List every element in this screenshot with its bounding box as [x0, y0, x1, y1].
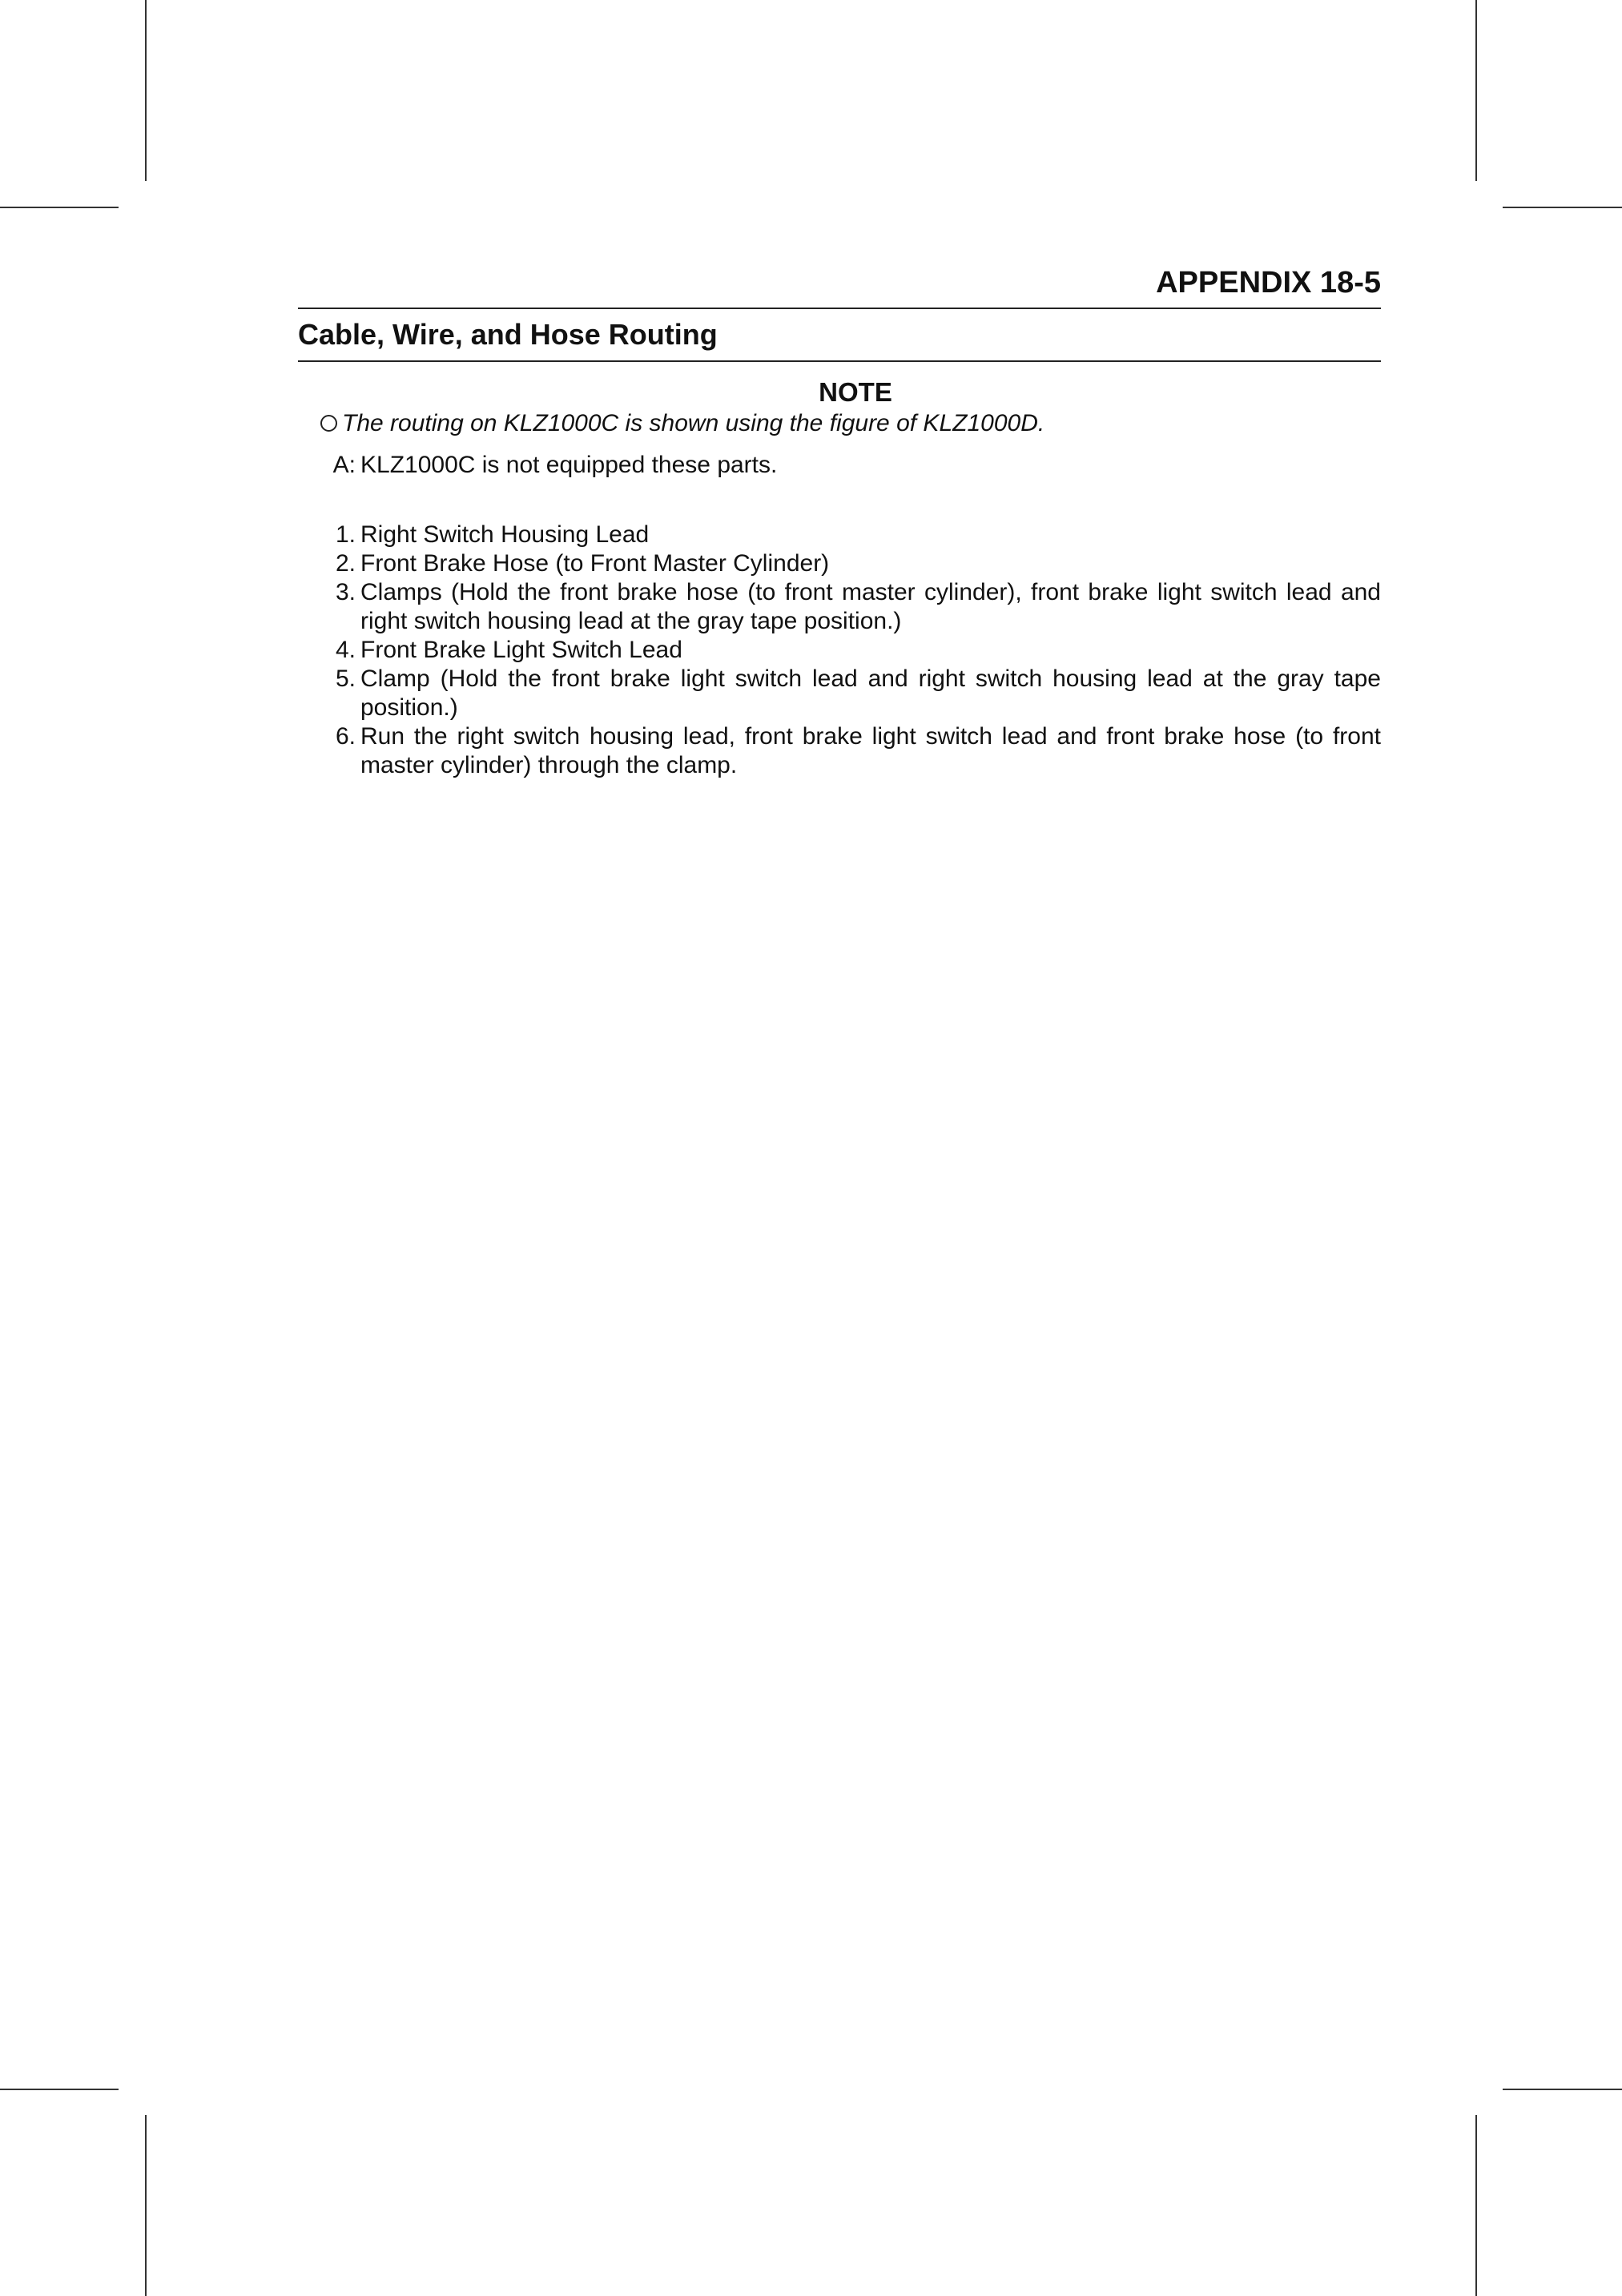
legend-number: 5. [335, 665, 356, 692]
legend-text: Clamp (Hold the front brake light switch lead and right switch housing lead at the gray tape position.) [360, 665, 1381, 721]
legend-number: 6. [335, 723, 356, 750]
legend-number: 2. [335, 550, 356, 577]
legend-item [298, 578, 1381, 636]
legend-list [298, 521, 1381, 780]
crop-mark-bottom-left-vertical [145, 2115, 147, 2296]
page-content [298, 264, 1381, 780]
note-text-row [320, 408, 1381, 439]
page-header: APPENDIX 18-5 [298, 264, 1381, 309]
legend-item [298, 722, 1381, 780]
crop-mark-bottom-right-horizontal [1503, 2089, 1622, 2090]
note-text: The routing on KLZ1000C is shown using the figure of KLZ1000D. [342, 410, 1045, 436]
crop-mark-top-left-vertical [145, 0, 147, 181]
legend-item [298, 636, 1381, 665]
legend-text: Front Brake Light Switch Lead [360, 637, 682, 663]
crop-mark-top-right-vertical [1475, 0, 1477, 181]
legend-text: Front Brake Hose (to Front Master Cylinder) [360, 550, 830, 577]
callout-item [298, 450, 1381, 481]
legend-number: 4. [335, 637, 356, 663]
legend-number: 1. [335, 521, 356, 548]
crop-mark-bottom-left-horizontal [0, 2089, 119, 2090]
legend-item [298, 549, 1381, 578]
legend-item [298, 665, 1381, 722]
callout-key: A: [332, 452, 356, 478]
section-title: Cable, Wire, and Hose Routing [298, 309, 1381, 362]
legend-text: Run the right switch housing lead, front brake light switch lead and front brake hose (to front master cylinder) through the clamp. [360, 723, 1381, 778]
legend-item [298, 521, 1381, 549]
callout-text: KLZ1000C is not equipped these parts. [360, 452, 778, 478]
crop-mark-top-right-horizontal [1503, 207, 1622, 208]
note-heading: NOTE [819, 377, 892, 407]
legend-number: 3. [335, 579, 356, 605]
circle-bullet-icon [320, 415, 337, 432]
crop-mark-bottom-right-vertical [1475, 2115, 1477, 2296]
legend-text: Right Switch Housing Lead [360, 521, 650, 548]
legend-text: Clamps (Hold the front brake hose (to front master cylinder), front brake light switch lead and right switch housing lead at the gray tape position.) [360, 579, 1381, 634]
crop-mark-top-left-horizontal [0, 207, 119, 208]
